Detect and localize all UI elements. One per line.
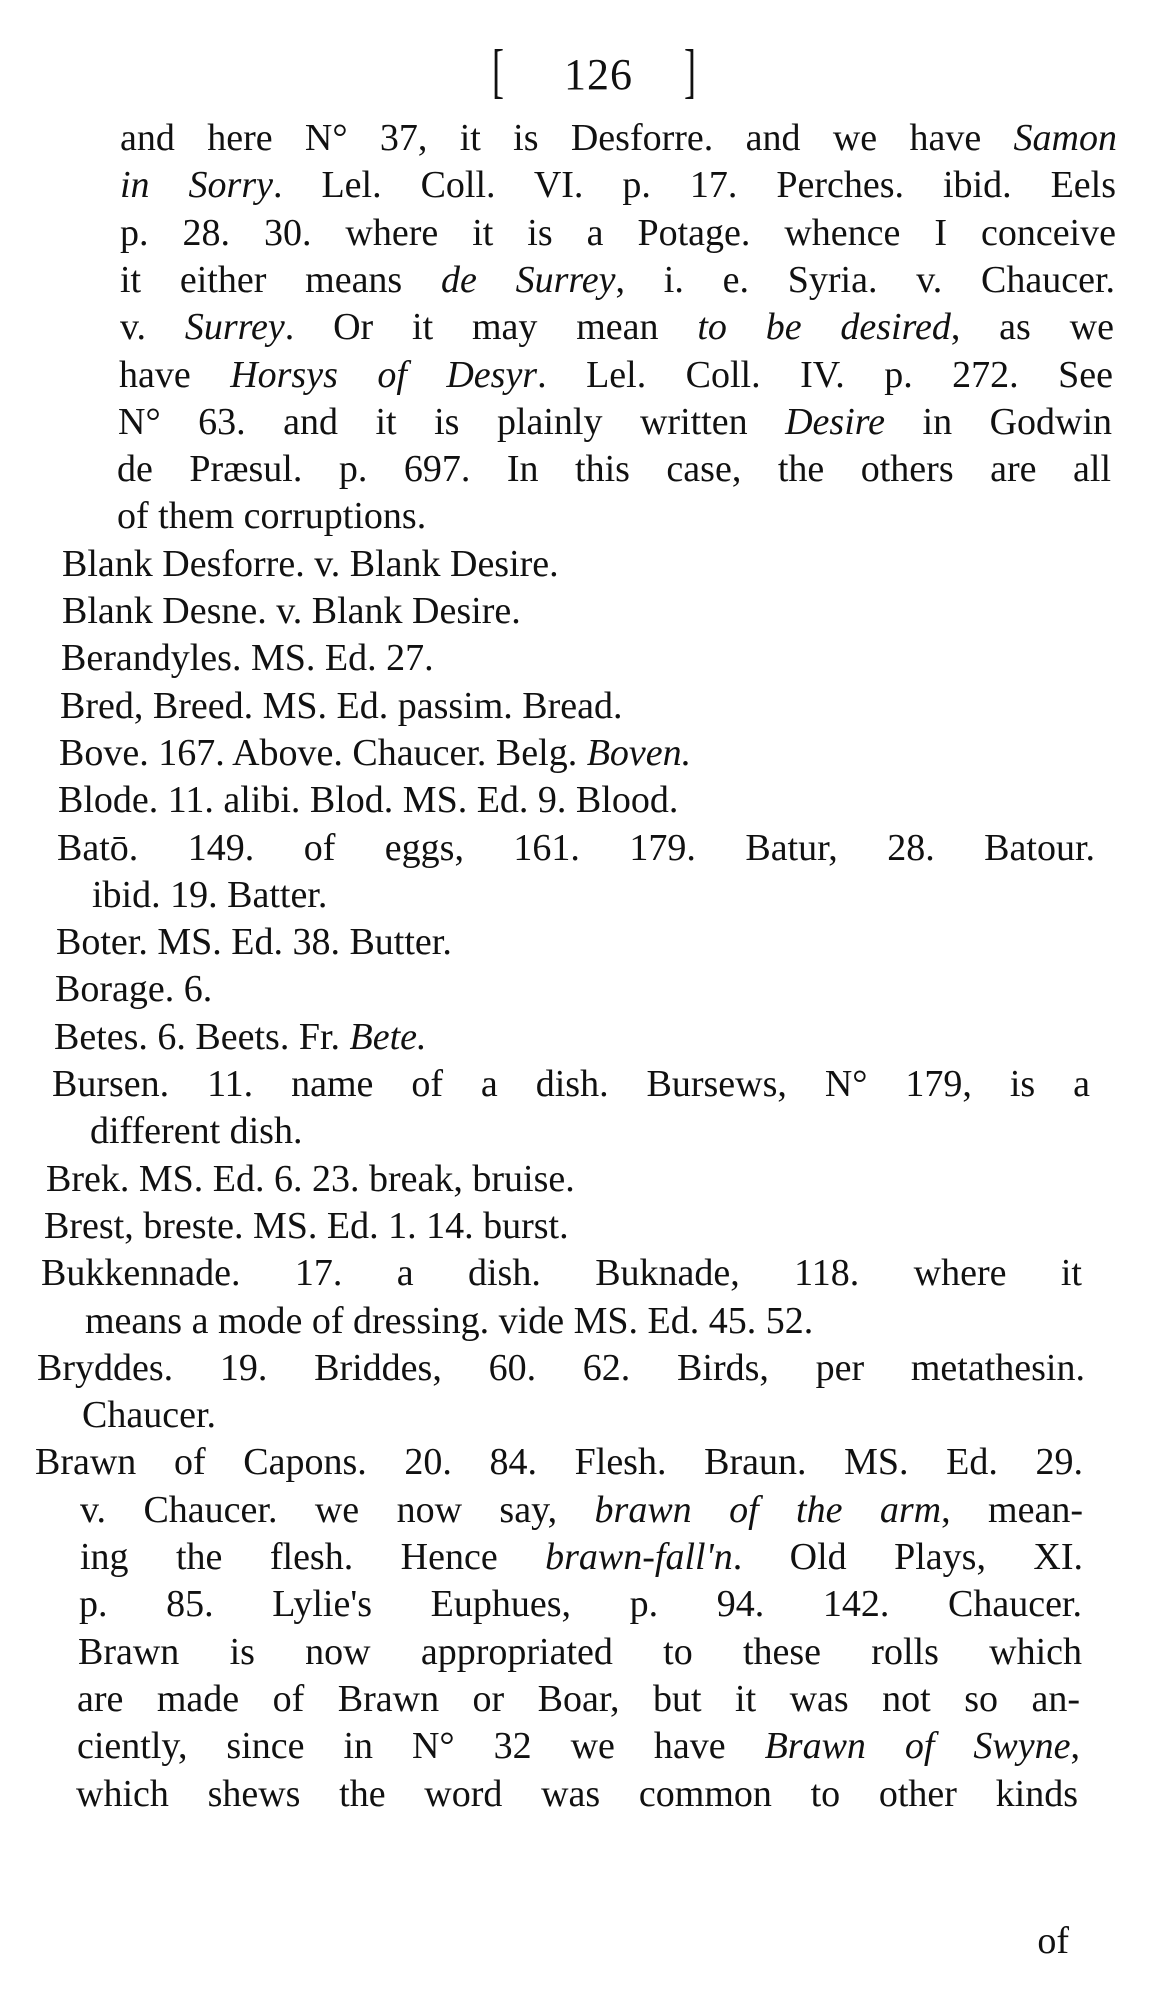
text-segment: ing the flesh. Hence — [80, 1536, 546, 1578]
text-segment: N° 63. and it is plainly written — [118, 401, 786, 443]
text-line — [79, 1581, 1082, 1627]
text-segment: Blank Desne. v. Blank Desire. — [62, 590, 521, 632]
catchword: of — [1037, 1920, 1069, 1962]
text-segment: Bukkennade. 17. a dish. Buknade, 118. where it — [41, 1252, 1082, 1294]
text-line — [120, 162, 1116, 208]
text-segment: , — [1070, 1725, 1080, 1767]
text-line — [78, 1629, 1082, 1675]
italic-text: brawn-fall'n — [545, 1536, 733, 1578]
text-line — [62, 541, 559, 587]
text-segment: Brest, breste. MS. Ed. 1. 14. burst. — [44, 1205, 569, 1247]
text-segment: in Godwin — [885, 401, 1112, 443]
text-segment: Blode. 11. alibi. Blod. MS. Ed. 9. Blood. — [58, 779, 679, 821]
text-segment: p. 85. Lylie's Euphues, p. 94. 142. Chaucer. — [79, 1583, 1082, 1625]
italic-text: Samon — [1013, 117, 1117, 159]
text-segment: of them corruptions. — [117, 495, 427, 537]
page-number-header — [480, 38, 720, 108]
text-segment: p. 28. 30. where it is a Potage. whence I conceive — [120, 212, 1116, 254]
text-line — [82, 1392, 216, 1438]
text-segment: Brek. MS. Ed. 6. 23. break, bruise. — [46, 1158, 575, 1200]
text-segment: . Or it may mean — [284, 306, 698, 348]
text-line — [61, 635, 434, 681]
text-line — [118, 399, 1112, 445]
text-segment: Bursen. 11. name of a dish. Bursews, N° 179, is a — [52, 1063, 1090, 1105]
text-line — [55, 966, 212, 1012]
text-line — [120, 304, 1114, 350]
text-segment: are made of Brawn or Boar, but it was not so an- — [77, 1678, 1080, 1720]
text-segment: . Lel. Coll. VI. p. 17. Perches. ibid. Eels — [272, 164, 1116, 206]
text-line — [120, 115, 1117, 161]
text-line — [117, 493, 426, 539]
text-line — [80, 1534, 1083, 1580]
left-bracket: [ — [491, 38, 504, 104]
text-line — [77, 1723, 1080, 1769]
text-line — [90, 1108, 302, 1154]
italic-text: to be desired — [697, 306, 951, 348]
text-line — [120, 257, 1115, 303]
italic-text: Bete. — [349, 1016, 427, 1058]
text-line — [80, 1487, 1083, 1533]
text-line — [52, 1061, 1090, 1107]
text-line — [44, 1203, 569, 1249]
text-segment: Betes. 6. Beets. Fr. — [54, 1016, 350, 1058]
italic-text: Desire — [785, 401, 886, 443]
text-segment: have — [119, 354, 231, 396]
text-line — [57, 825, 1095, 871]
italic-text: in Sorry — [120, 164, 273, 206]
italic-text: Surrey — [184, 306, 285, 348]
text-segment: Boter. MS. Ed. 38. Butter. — [56, 921, 452, 963]
text-line — [117, 446, 1111, 492]
text-segment: Bove. 167. Above. Chaucer. Belg. — [59, 732, 587, 774]
text-segment: . Lel. Coll. IV. p. 272. See — [537, 354, 1113, 396]
text-segment: Blank Desforre. v. Blank Desire. — [62, 543, 559, 585]
text-segment: Berandyles. MS. Ed. 27. — [61, 637, 434, 679]
text-line — [54, 1014, 427, 1060]
text-segment: and here N° 37, it is Desforre. and we have — [120, 117, 1014, 159]
text-segment: , i. e. Syria. v. Chaucer. — [615, 259, 1115, 301]
text-line — [37, 1345, 1085, 1391]
italic-text: Brawn of Swyne — [764, 1725, 1071, 1767]
italic-text: de Surrey — [440, 259, 616, 301]
text-segment: it either means — [120, 259, 441, 301]
text-segment: Brawn is now appropriated to these rolls which — [78, 1631, 1082, 1673]
page-number: 126 — [564, 50, 633, 99]
text-segment: v. Chaucer. we now say, — [80, 1489, 595, 1531]
right-bracket: ] — [683, 38, 696, 104]
text-line — [59, 730, 691, 776]
text-line — [46, 1156, 575, 1202]
text-segment: which shews the word was common to other kinds — [76, 1773, 1078, 1815]
text-line — [60, 683, 623, 729]
text-line — [76, 1771, 1078, 1817]
text-line — [35, 1439, 1083, 1485]
text-line — [56, 919, 452, 965]
text-segment: . Old Plays, XI. — [732, 1536, 1083, 1578]
text-line — [41, 1250, 1082, 1296]
text-segment: , as we — [950, 306, 1114, 348]
text-line — [119, 352, 1113, 398]
text-segment: Brawn of Capons. 20. 84. Flesh. Braun. MS. Ed. 29. — [35, 1441, 1083, 1483]
text-segment: different dish. — [90, 1110, 303, 1152]
italic-text: Horsys of Desyr — [230, 354, 538, 396]
text-segment: Borage. 6. — [55, 968, 213, 1010]
text-line — [85, 1298, 813, 1344]
text-segment: Bryddes. 19. Briddes, 60. 62. Birds, per metathesin. — [37, 1347, 1085, 1389]
text-segment: ciently, since in N° 32 we have — [77, 1725, 765, 1767]
text-segment: means a mode of dressing. vide MS. Ed. 45. 52. — [85, 1300, 814, 1342]
text-segment: de Præsul. p. 697. In this case, the others are all — [117, 448, 1111, 490]
text-line — [77, 1676, 1080, 1722]
text-segment: ibid. 19. Batter. — [92, 874, 328, 916]
text-segment: Chaucer. — [82, 1394, 217, 1436]
text-segment: , mean- — [941, 1489, 1083, 1531]
italic-text: brawn of the arm — [594, 1489, 942, 1531]
text-line — [62, 588, 521, 634]
text-segment: Batō. 149. of eggs, 161. 179. Batur, 28. Batour. — [57, 827, 1095, 869]
text-line — [120, 210, 1116, 256]
text-line — [92, 872, 327, 918]
italic-text: Boven. — [586, 732, 692, 774]
text-segment: Bred, Breed. MS. Ed. passim. Bread. — [60, 685, 623, 727]
text-segment: v. — [120, 306, 185, 348]
text-line — [58, 777, 678, 823]
